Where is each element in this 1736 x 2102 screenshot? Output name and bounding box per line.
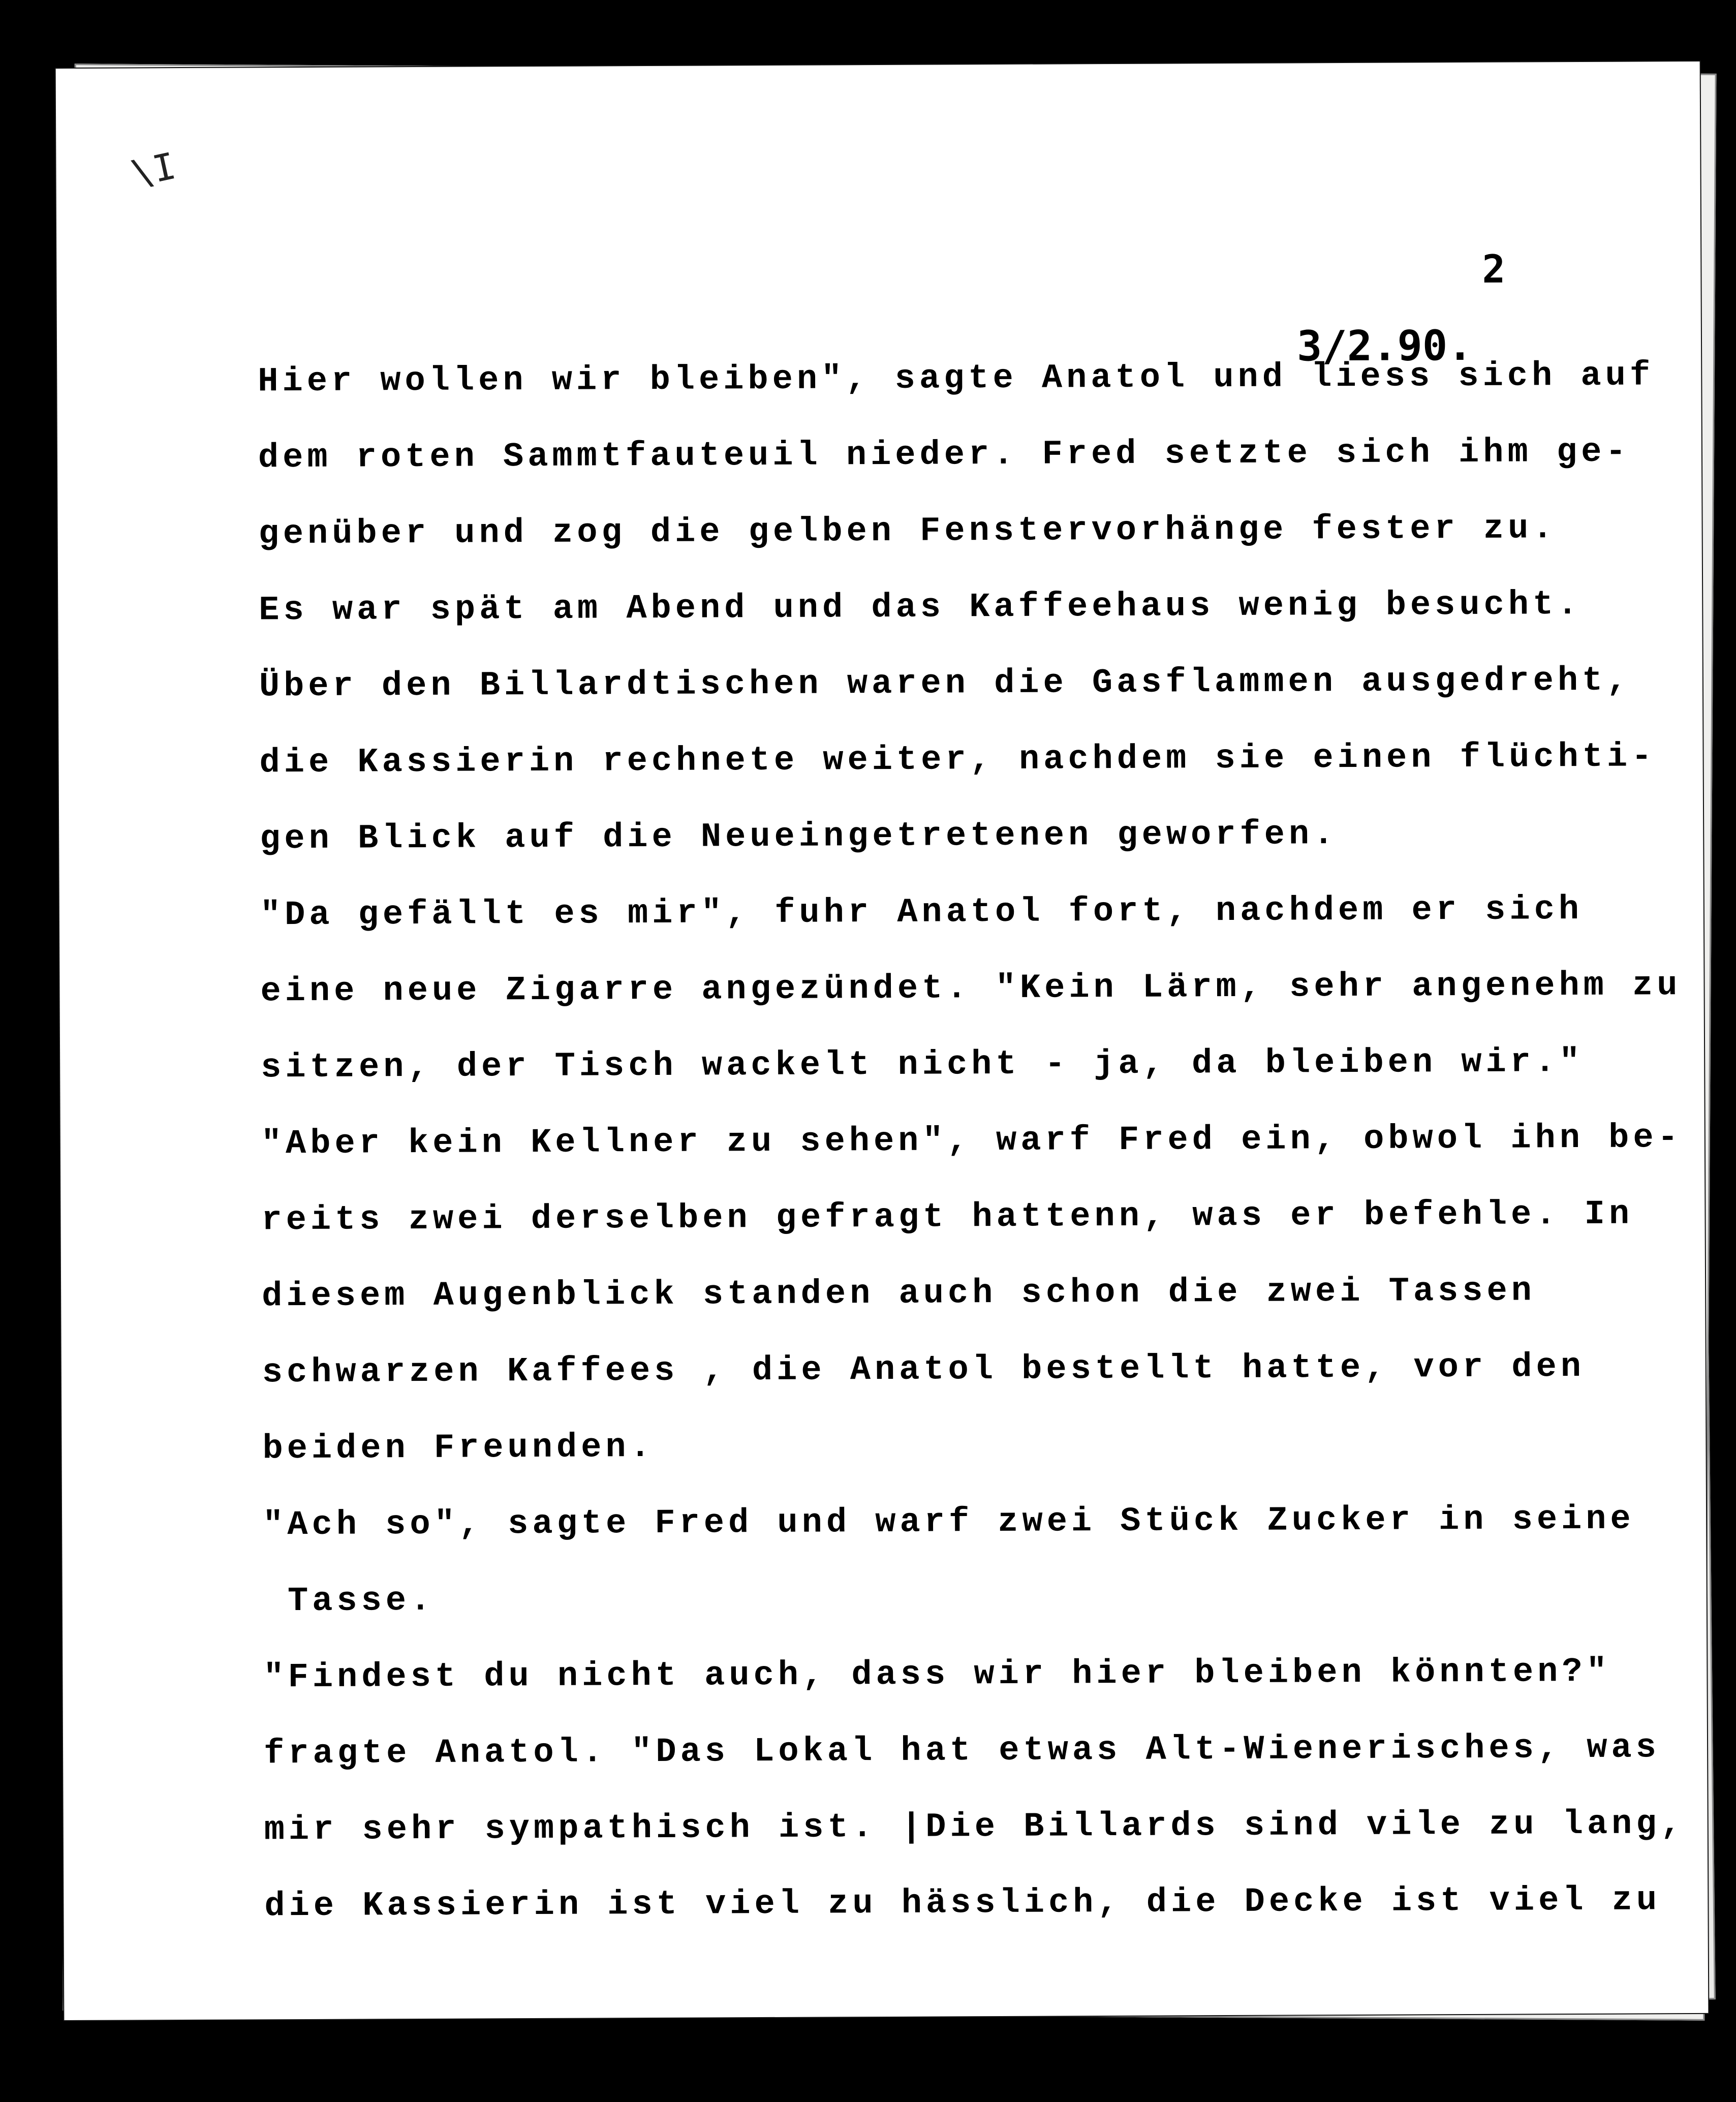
page-number: 2	[1482, 246, 1506, 292]
text-line: gen Blick auf die Neueingetretenen geworfen.	[260, 815, 1338, 859]
text-line: genüber und zog die gelben Fenstervorhänge fester zu.	[258, 509, 1557, 554]
text-line: mir sehr sympathisch ist. |Die Billards sind vile zu lang,	[264, 1805, 1685, 1850]
text-line: Es war spät am Abend und das Kaffeehaus wenig besucht.	[259, 585, 1582, 630]
text-line: diesem Augenblick standen auch schon die zwei Tassen	[262, 1272, 1536, 1316]
text-line: beiden Freunden.	[262, 1428, 655, 1469]
text-line: eine neue Zigarre angezündet. "Kein Lärm, sehr angenehm zu	[260, 966, 1682, 1011]
text-line: Über den Billardtischen waren die Gasflammen ausgedreht,	[259, 661, 1631, 706]
text-line: fragte Anatol. "Das Lokal hat etwas Alt-Wienerisches, was	[263, 1728, 1661, 1774]
text-line: "Ach so", sagte Fred und warf zwei Stück Zucker in seine	[262, 1500, 1635, 1545]
typewritten-page	[56, 61, 1709, 2020]
text-line: dem roten Sammtfauteuil nieder. Fred setzte sich ihm ge-	[258, 432, 1630, 478]
text-line: reits zwei derselben gefragt hattenn, was er befehle. In	[261, 1195, 1634, 1240]
text-line: "Da gefällt es mir", fuhr Anatol fort, nachdem er sich	[260, 890, 1584, 935]
date-line: 3/2.90.	[1296, 321, 1473, 371]
corner-mark: \I	[127, 144, 180, 196]
text-line: Tasse.	[263, 1581, 435, 1621]
text-line: die Kassierin rechnete weiter, nachdem sie einen flüchti-	[259, 737, 1656, 783]
text-line: "Aber kein Kellner zu sehen", warf Fred ein, obwol ihn be-	[261, 1119, 1682, 1164]
text-line: die Kassierin ist viel zu hässlich, die Decke ist viel zu	[264, 1881, 1661, 1926]
text-line: sitzen, der Tisch wackelt nicht - ja, da bleiben wir."	[261, 1042, 1584, 1088]
text-line: schwarzen Kaffees , die Anatol bestellt hatte, vor den	[262, 1347, 1586, 1393]
text-line: Hier wollen wir bleiben", sagte Anatol und liess sich auf	[258, 356, 1655, 401]
text-line: "Findest du nicht auch, dass wir hier bleiben könnten?"	[263, 1652, 1611, 1697]
